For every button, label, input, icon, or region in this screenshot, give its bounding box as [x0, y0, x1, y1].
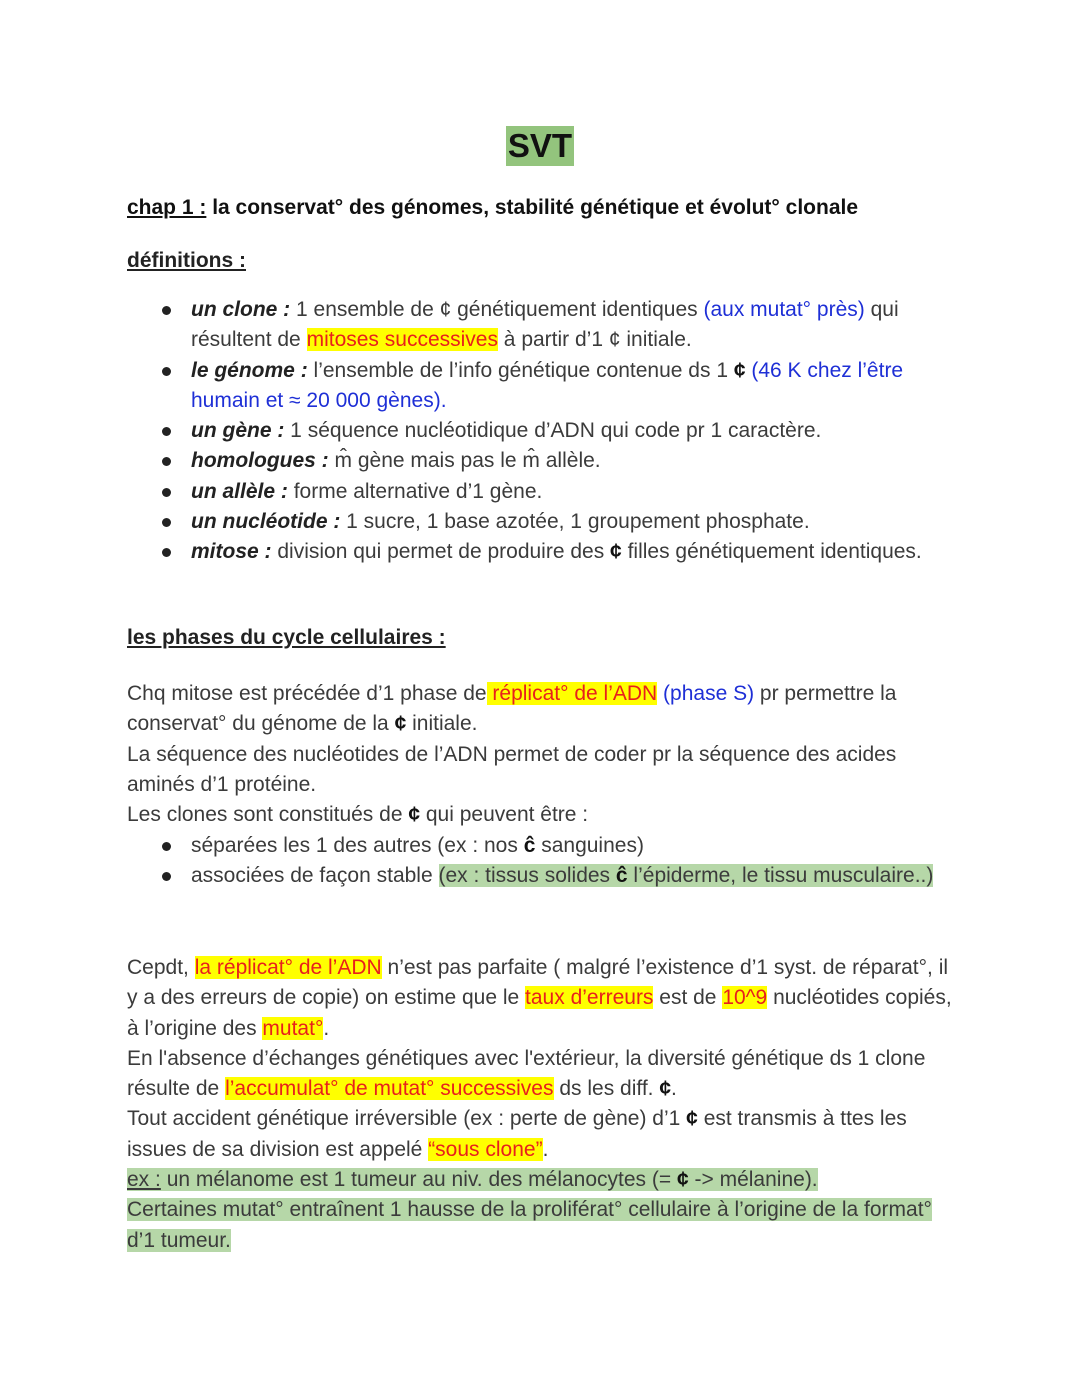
cells-symbol: ĉ [615, 864, 628, 888]
cells-symbol: ĉ [523, 834, 536, 857]
definition-item-clone: un clone : 1 ensemble de ¢ génétiquement identiques (aux mutat° près) qui résultent de mitoses successives à partir d’1 ¢ initiale. [127, 295, 957, 356]
chapter-heading [127, 194, 858, 222]
bullet-icon [162, 548, 171, 557]
definition-item-allele: un allèle : forme alternative d’1 gène. [127, 477, 957, 507]
bullet-icon [162, 872, 171, 881]
tumor-paragraph: Certaines mutat° entraînent 1 hausse de la proliférat° cellulaire à l’origine de la format° d’1 tumeur. [127, 1198, 932, 1252]
bullet-icon [162, 306, 171, 315]
example-label: ex : [127, 1168, 161, 1192]
accident-paragraph: Tout accident génétique irréversible (ex : perte de gène) d’1 ¢ est transmis à ttes les issues de sa division est appelé “sous clone”. [127, 1107, 907, 1161]
definition-item-mitose: mitose : division qui permet de produire des ¢ filles génétiquement identiques. [127, 537, 957, 567]
phases-paragraph-2: La séquence des nucléotides de l’ADN permet de coder pr la séquence des acides aminés d’1 protéine. [127, 742, 897, 796]
highlight-replication: réplicat° de l’ADN [486, 682, 658, 705]
definition-item-nucleotide: un nucléotide : 1 sucre, 1 base azotée, 1 groupement phosphate. [127, 507, 957, 537]
title-container [127, 126, 953, 166]
definitions-heading: définitions : [127, 249, 246, 272]
cell-symbol: ¢ [733, 358, 746, 382]
bullet-icon [162, 457, 171, 466]
phases-heading: les phases du cycle cellulaires : [127, 626, 446, 649]
cell-symbol: ¢ [394, 712, 407, 736]
example-paragraph: ex : un mélanome est 1 tumeur au niv. des mélanocytes (= ¢ -> mélanine). [127, 1168, 818, 1192]
cell-symbol: ¢ [659, 1077, 672, 1101]
definition-item-homologues: homologues : m̂ gène mais pas le m̂ allèle. [127, 446, 957, 476]
definition-item-gene: un gène : 1 séquence nucléotidique d’ADN qui code pr 1 caractère. [127, 416, 957, 446]
definitions-list [127, 295, 957, 568]
cell-symbol: ¢ [408, 803, 421, 827]
cepdt-paragraph: Cepdt, la réplicat° de l’ADN n’est pas parfaite ( malgré l’existence d’1 syst. de réparat°, il y a des erreurs de copie) on estime que le taux d’erreurs est de 10^9 nucléotides copiés, à l’origine des mutat°. [127, 956, 952, 1040]
bullet-icon [162, 518, 171, 527]
clone-type-associated: associées de façon stable (ex : tissus solides ĉ l’épiderme, le tissu musculaire..) [127, 861, 957, 891]
absence-paragraph: En l'absence d’échanges génétiques avec l'extérieur, la diversité génétique ds 1 clone résulte de l’accumulat° de mutat° successives ds les diff. ¢. [127, 1046, 926, 1101]
phases-paragraph-1: Chq mitose est précédée d’1 phase de réplicat° de l’ADN (phase S) pr permettre la conservat° du génome de la ¢ initiale. [127, 682, 897, 736]
bullet-icon [162, 488, 171, 497]
cell-symbol: ¢ [676, 1168, 689, 1192]
definition-item-genome: le génome : l’ensemble de l’info génétique contenue ds 1 ¢ (46 K chez l’être humain et ≈ 20 000 gènes). [127, 356, 957, 417]
chapter-label: chap 1 : [127, 196, 207, 219]
phases-paragraph-3: Les clones sont constitués de ¢ qui peuvent être : [127, 803, 589, 827]
bullet-icon [162, 367, 171, 376]
phases-section [127, 679, 957, 830]
cell-symbol: ¢ [610, 540, 622, 564]
cell-symbol: ¢ [686, 1107, 698, 1131]
page-title: SVT [507, 127, 573, 164]
clone-type-separated: séparées les 1 des autres (ex : nos ĉ sanguines) [127, 831, 957, 861]
mutation-section [127, 953, 957, 1256]
clone-types-list [127, 831, 957, 892]
bullet-icon [162, 842, 171, 851]
bullet-icon [162, 427, 171, 436]
highlight-mitoses: mitoses successives [306, 328, 498, 352]
chapter-text: la conservat° des génomes, stabilité génétique et évolut° clonale [206, 196, 859, 219]
